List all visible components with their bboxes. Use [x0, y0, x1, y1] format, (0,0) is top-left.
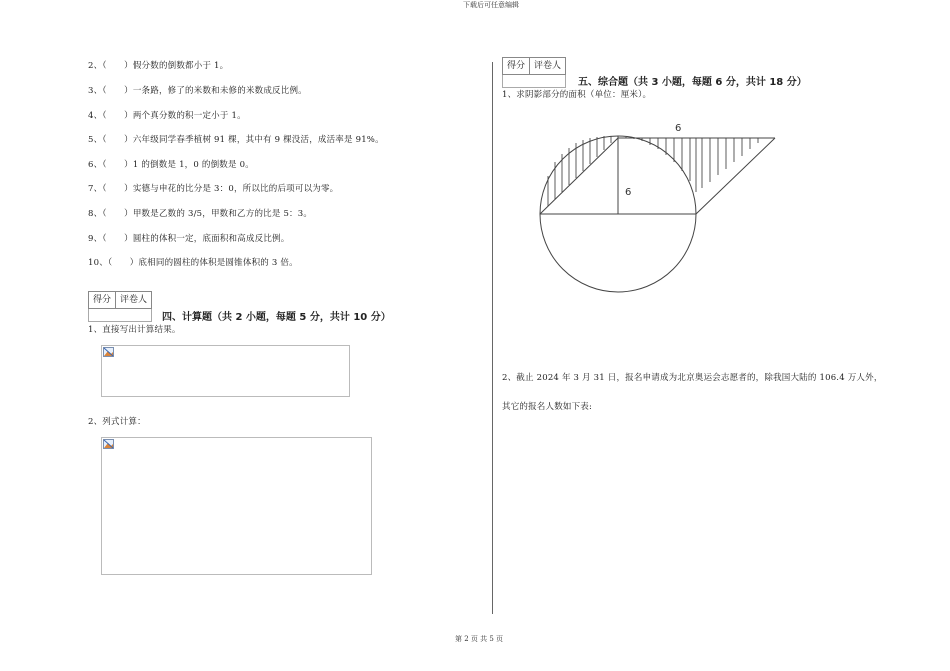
question-9: 9、（ ）圆柱的体积一定，底面积和高成反比例。 — [88, 234, 290, 244]
section4-title: 四、计算题（共 2 小题，每题 5 分，共计 10 分） — [162, 312, 391, 323]
score-box-section4 — [88, 291, 152, 309]
question-7: 7、（ ）实德与申花的比分是 3：0，所以比的后项可以为零。 — [88, 184, 339, 194]
score-box-section4-blank — [88, 309, 152, 322]
score-label: 得分 — [503, 58, 530, 74]
column-divider — [492, 62, 493, 614]
grader-label: 评卷人 — [120, 295, 148, 305]
section4-q1: 1、直接写出计算结果。 — [88, 325, 181, 335]
score-box-section5-blank — [502, 75, 566, 88]
question-4: 4、（ ）两个真分数的积一定小于 1。 — [88, 111, 246, 121]
left-diagonal — [540, 138, 618, 214]
section5-q2-line2: 其它的报名人数如下表: — [502, 402, 593, 412]
question-6: 6、（ ）1 的倒数是 1，0 的倒数是 0。 — [88, 160, 254, 170]
score-box-section5 — [502, 57, 566, 75]
broken-image-icon — [103, 347, 114, 357]
label-mid: 6 — [625, 187, 632, 198]
score-label: 得分 — [89, 292, 116, 308]
broken-image-icon — [103, 439, 114, 449]
question-10: 10、（ ）底相同的圆柱的体积是圆锥体积的 3 倍。 — [88, 258, 298, 268]
section4-q2: 2、列式计算： — [88, 417, 146, 427]
grader-label: 评卷人 — [534, 61, 562, 71]
right-hatch — [626, 137, 758, 192]
image-placeholder-1 — [101, 345, 350, 397]
question-3: 3、（ ）一条路，修了的米数和未修的米数成反比例。 — [88, 86, 307, 96]
question-5: 5、（ ）六年级同学春季植树 91 棵，其中有 9 棵没活，成活率是 91%。 — [88, 135, 384, 145]
section5-q1: 1、求阴影部分的面积（单位：厘米）。 — [502, 90, 652, 100]
image-placeholder-2 — [101, 437, 372, 575]
label-top: 6 — [675, 123, 682, 134]
section5-title: 五、综合题（共 3 小题，每题 6 分，共计 18 分） — [578, 77, 807, 88]
right-diagonal — [696, 138, 775, 214]
shaded-area-figure — [530, 118, 790, 303]
question-2: 2、（ ）假分数的倒数都小于 1。 — [88, 61, 229, 71]
question-8: 8、（ ）甲数是乙数的 3/5，甲数和乙方的比是 5：3。 — [88, 209, 313, 219]
page-number: 第 2 页 共 5 页 — [455, 635, 504, 643]
header-note: 下载后可任意编辑 — [463, 1, 519, 9]
section5-q2-line1: 2、截止 2024 年 3 月 31 日，报名申请成为北京奥运会志愿者的，除我国大陆的 106.4 万人外， — [502, 373, 883, 383]
